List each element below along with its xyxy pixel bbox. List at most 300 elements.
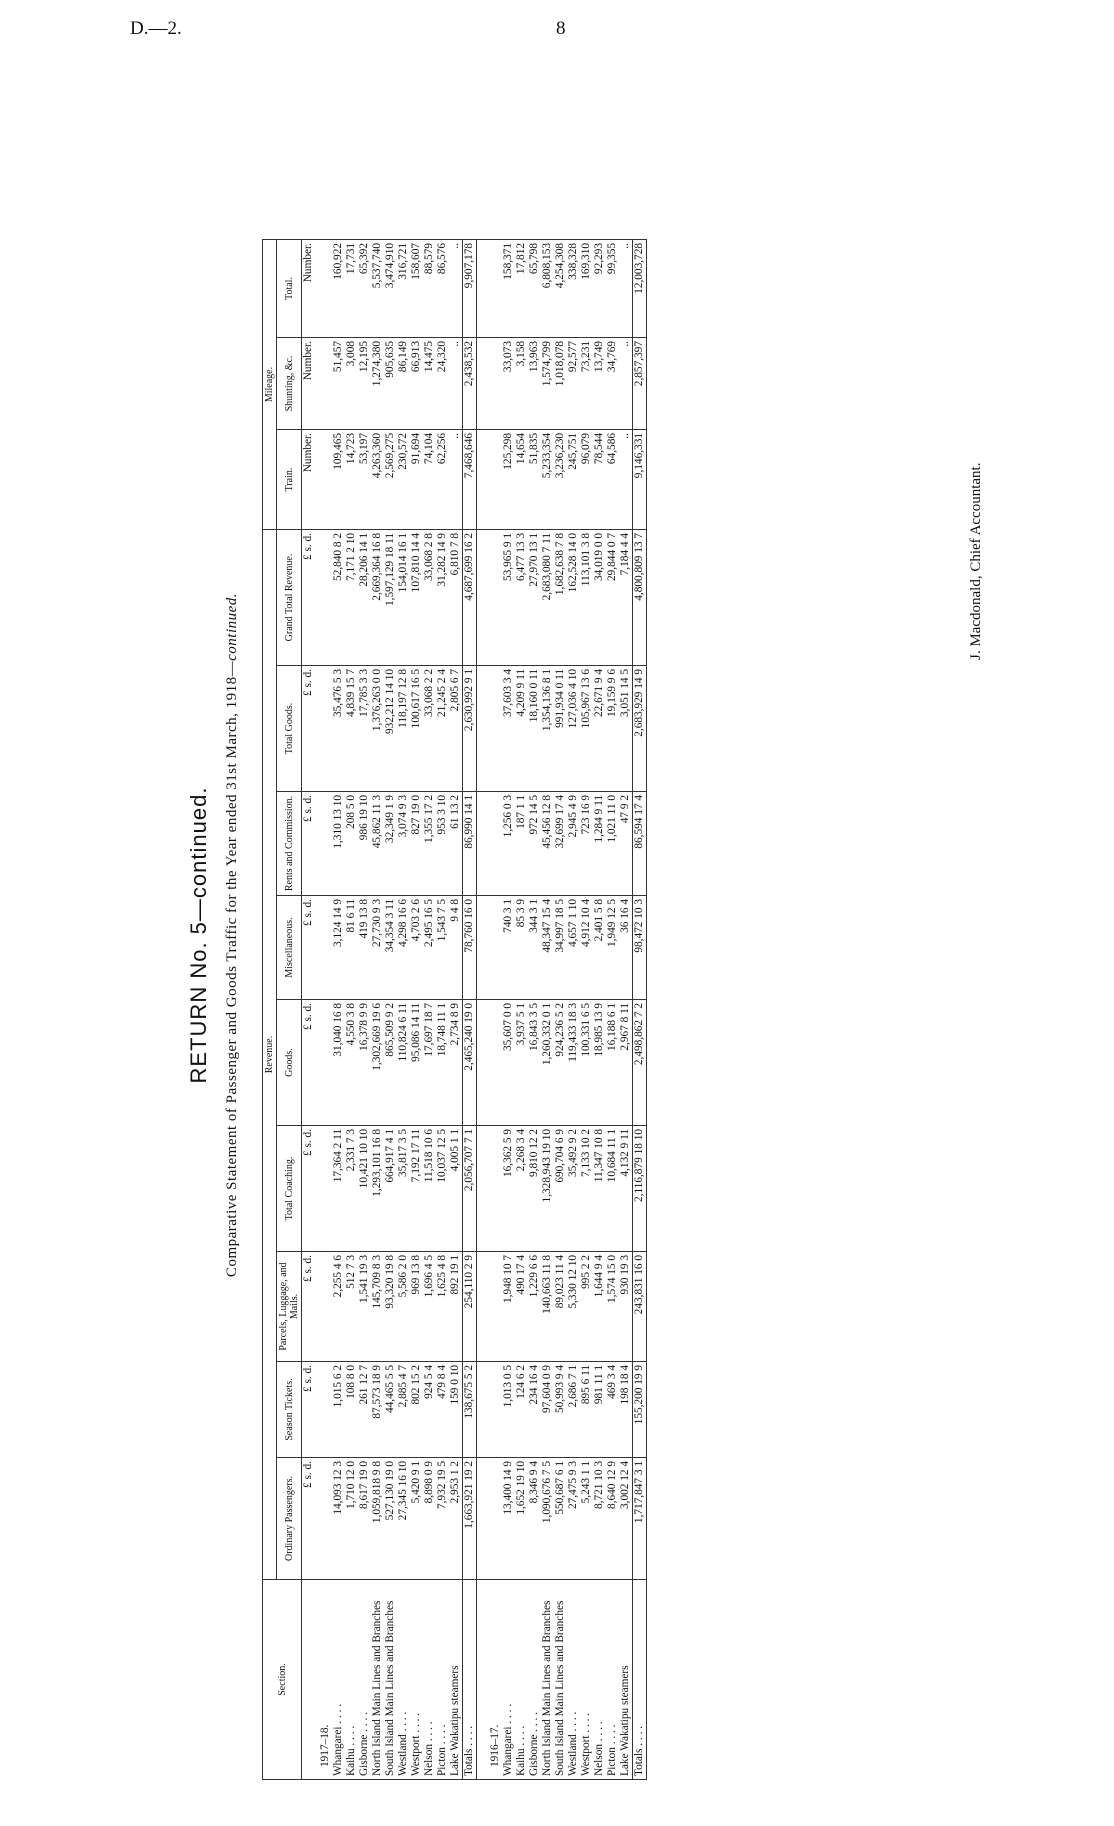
value-cell: 338,328 [567,240,580,338]
total-cell: 86,990 14 1 [463,792,477,896]
empty-cell [477,1580,486,1780]
value-cell: 895 6 11 [580,1362,593,1458]
value-cell: 1,015 6 2 [332,1362,345,1458]
empty-cell [477,1000,486,1126]
value-cell: 230,572 [397,430,410,530]
value-cell: 3,236,230 [554,430,567,530]
value-cell: 11,518 10 6 [423,1126,436,1252]
value-cell: 2,967 8 11 [619,1000,633,1126]
revenue-header: Revenue. [263,530,277,1580]
unit-cell: £ s. d. [302,792,316,896]
value-cell: 3,937 5 1 [515,1000,528,1126]
total-cell: 9,907,178 [463,240,477,338]
column-header: Total. [277,240,302,338]
value-cell: 1,328,943 19 10 [541,1126,554,1252]
value-cell: 91,694 [410,430,423,530]
table-row [606,240,619,1780]
spacer-row [477,240,486,1780]
empty-cell [485,430,502,530]
value-cell: 81 6 11 [345,896,358,1000]
column-header: Miscellaneous. [277,896,302,1000]
value-cell: 119,433 18 3 [567,1000,580,1126]
value-cell: 969 13 8 [410,1252,423,1362]
value-cell: 3,051 14 5 [619,666,633,792]
value-cell: 17,785 3 3 [358,666,371,792]
value-cell: 10,037 12 5 [436,1126,449,1252]
value-cell: 5,243 1 1 [580,1458,593,1580]
value-cell: 344 3 1 [528,896,541,1000]
value-cell: 17,697 18 7 [423,1000,436,1126]
empty-cell [315,1000,332,1126]
table-row [502,240,515,1780]
value-cell: .. [619,338,633,430]
value-cell: 479 8 4 [436,1362,449,1458]
empty-cell [485,338,502,430]
value-cell: 972 14 5 [528,792,541,896]
value-cell: 27,345 16 10 [397,1458,410,1580]
table-row [397,240,410,1780]
value-cell: 7,184 4 4 [619,530,633,666]
value-cell: 22,671 9 4 [593,666,606,792]
value-cell: 1,625 4 8 [436,1252,449,1362]
total-cell: 86,594 17 4 [633,792,647,896]
value-cell: 7,171 2 10 [345,530,358,666]
value-cell: 664,917 4 1 [384,1126,397,1252]
value-cell: 198 18 4 [619,1362,633,1458]
value-cell: 930 19 3 [619,1252,633,1362]
value-cell: 37,603 3 4 [502,666,515,792]
value-cell: 1,302,669 19 6 [371,1000,384,1126]
totals-label: Totals . . . . [633,1580,647,1780]
value-cell: 105,967 13 6 [580,666,593,792]
empty-cell [315,338,332,430]
value-cell: 16,188 6 1 [606,1000,619,1126]
value-cell: 2,495 16 5 [423,896,436,1000]
value-cell: 924 5 4 [423,1362,436,1458]
value-cell: 97,604 0 9 [541,1362,554,1458]
value-cell: 169,310 [580,240,593,338]
value-cell: 4,209 9 11 [515,666,528,792]
section-name: Nelson . . . . [423,1580,436,1780]
total-cell: 9,146,331 [633,430,647,530]
period-label: 1917–18. [315,1580,332,1780]
value-cell: 160,922 [332,240,345,338]
value-cell: 905,635 [384,338,397,430]
empty-cell [485,666,502,792]
value-cell: 27,475 9 3 [567,1458,580,1580]
value-cell: 7,932 19 5 [436,1458,449,1580]
value-cell: 3,474,910 [384,240,397,338]
value-cell: 4,839 15 7 [345,666,358,792]
column-header: Total Coaching. [277,1126,302,1252]
unit-cell: £ s. d. [302,1126,316,1252]
section-name: Picton . . . . [606,1580,619,1780]
mileage-header: Mileage. [263,240,277,530]
value-cell: 1,574,799 [541,338,554,430]
value-cell: 36 16 4 [619,896,633,1000]
section-name: Whangarei . . . . [502,1580,515,1780]
value-cell: 740 3 1 [502,896,515,1000]
value-cell: .. [619,240,633,338]
value-cell: 1,376,263 0 0 [371,666,384,792]
total-cell: 138,675 5 2 [463,1362,477,1458]
value-cell: 113,101 3 8 [580,530,593,666]
value-cell: 154,014 16 1 [397,530,410,666]
value-cell: 1,090,676 7 5 [541,1458,554,1580]
value-cell: 35,492 9 2 [567,1126,580,1252]
section-name: Westport . . . . [580,1580,593,1780]
value-cell: 145,709 8 3 [371,1252,384,1362]
value-cell: 2,686 7 1 [567,1362,580,1458]
value-cell: 100,331 6 5 [580,1000,593,1126]
section-name: Picton . . . . [436,1580,449,1780]
section-name: Kaihu . . . . [345,1580,358,1780]
value-cell: 12,195 [358,338,371,430]
value-cell: 1,574 15 0 [606,1252,619,1362]
value-cell: 550,687 6 1 [554,1458,567,1580]
value-cell: 73,231 [580,338,593,430]
value-cell: 490 17 4 [515,1252,528,1362]
value-cell: 8,721 10 3 [593,1458,606,1580]
value-cell: 8,346 9 4 [528,1458,541,1580]
period-row [315,240,332,1780]
value-cell: 5,537,740 [371,240,384,338]
value-cell: 159 0 10 [449,1362,463,1458]
value-cell: 48,347 15 4 [541,896,554,1000]
value-cell: .. [619,430,633,530]
value-cell: 1,260,332 0 1 [541,1000,554,1126]
value-cell: 4,005 1 1 [449,1126,463,1252]
value-cell: 89,023 11 4 [554,1252,567,1362]
value-cell: 245,751 [567,430,580,530]
empty-cell [485,1000,502,1126]
total-cell: 1,663,921 19 2 [463,1458,477,1580]
value-cell: .. [449,338,463,430]
unit-cell: £ s. d. [302,896,316,1000]
value-cell: 127,036 4 10 [567,666,580,792]
total-cell: 7,468,646 [463,430,477,530]
empty-cell [485,896,502,1000]
value-cell: 93,320 19 8 [384,1252,397,1362]
section-header: Section. [263,1580,302,1780]
value-cell: 124 6 2 [515,1362,528,1458]
section-name: Westport . . . . [410,1580,423,1780]
value-cell: 29,844 0 7 [606,530,619,666]
value-cell: 13,749 [593,338,606,430]
value-cell: 2,805 6 7 [449,666,463,792]
value-cell: 4,298 16 6 [397,896,410,1000]
section-name: Whangarei . . . . [332,1580,345,1780]
value-cell: 953 3 10 [436,792,449,896]
value-cell: 1,059,818 9 8 [371,1458,384,1580]
value-cell: 981 11 1 [593,1362,606,1458]
total-cell: 2,498,862 7 2 [633,1000,647,1126]
value-cell: 827 19 0 [410,792,423,896]
value-cell: 1,949 12 5 [606,896,619,1000]
value-cell: 45,862 11 3 [371,792,384,896]
value-cell: 31,040 16 8 [332,1000,345,1126]
value-cell: 92,293 [593,240,606,338]
table-row [358,240,371,1780]
rotated-page [100,60,1114,1810]
empty-cell [485,240,502,338]
value-cell: 2,255 4 6 [332,1252,345,1362]
total-cell: 4,687,699 16 2 [463,530,477,666]
value-cell: 162,528 14 0 [567,530,580,666]
section-name: North Island Main Lines and Branches [541,1580,554,1780]
value-cell: 419 13 8 [358,896,371,1000]
page-reference: D.—2. [130,18,182,39]
value-cell: 7,133 10 2 [580,1126,593,1252]
value-cell: 10,421 10 10 [358,1126,371,1252]
value-cell: 64,586 [606,430,619,530]
value-cell: 45,456 12 8 [541,792,554,896]
value-cell: 723 16 9 [580,792,593,896]
value-cell: 1,274,380 [371,338,384,430]
period-label: 1916–17. [485,1580,502,1780]
value-cell: 208 5 0 [345,792,358,896]
value-cell: 9 4 8 [449,896,463,1000]
value-cell: 1,018,078 [554,338,567,430]
section-name: Nelson . . . . [593,1580,606,1780]
value-cell: 2,669,364 16 8 [371,530,384,666]
units-row [302,240,316,1780]
total-cell: 98,472 10 3 [633,896,647,1000]
value-cell: 991,934 0 11 [554,666,567,792]
unit-cell: £ s. d. [302,1362,316,1458]
value-cell: 32,699 17 4 [554,792,567,896]
value-cell: 99,355 [606,240,619,338]
value-cell: 1,644 9 4 [593,1252,606,1362]
totals-row [463,240,477,1780]
value-cell: 5,330 12 10 [567,1252,580,1362]
empty-cell [315,1458,332,1580]
empty-cell [485,1126,502,1252]
value-cell: 932,212 14 10 [384,666,397,792]
value-cell: 78,544 [593,430,606,530]
table-row [410,240,423,1780]
unit-cell: £ s. d. [302,1000,316,1126]
value-cell: 2,953 1 2 [449,1458,463,1580]
value-cell: 512 7 3 [345,1252,358,1362]
value-cell: 2,734 8 9 [449,1000,463,1126]
empty-cell [485,1362,502,1458]
value-cell: 6,810 7 8 [449,530,463,666]
value-cell: 107,810 14 4 [410,530,423,666]
value-cell: 100,617 16 5 [410,666,423,792]
value-cell: 4,263,360 [371,430,384,530]
value-cell: 2,401 5 8 [593,896,606,1000]
value-cell: 140,663 11 8 [541,1252,554,1362]
units-spacer [302,1580,316,1780]
value-cell: 16,843 3 5 [528,1000,541,1126]
value-cell: 1,710 12 0 [345,1458,358,1580]
value-cell: 34,769 [606,338,619,430]
value-cell: 118,197 12 8 [397,666,410,792]
empty-cell [315,1362,332,1458]
empty-cell [315,430,332,530]
value-cell: 1,013 0 5 [502,1362,515,1458]
empty-cell [315,666,332,792]
empty-cell [477,666,486,792]
value-cell: 3,002 12 4 [619,1458,633,1580]
value-cell: 10,684 11 1 [606,1126,619,1252]
page-number: 8 [556,18,566,39]
value-cell: 1,652 19 10 [515,1458,528,1580]
value-cell: 109,465 [332,430,345,530]
column-header: Season Tickets. [277,1362,302,1458]
value-cell: 316,721 [397,240,410,338]
value-cell: 1,355 17 2 [423,792,436,896]
value-cell: 44,465 5 5 [384,1362,397,1458]
subtitle-continued: continued. [224,592,240,661]
value-cell: 2,683,080 7 11 [541,530,554,666]
empty-cell [315,896,332,1000]
value-cell: 14,723 [345,430,358,530]
total-cell: 2,683,929 14 9 [633,666,647,792]
value-cell: .. [449,430,463,530]
period-row [485,240,502,1780]
total-cell: 254,110 2 9 [463,1252,477,1362]
value-cell: .. [449,240,463,338]
empty-cell [485,1252,502,1362]
table-row [449,240,463,1780]
value-cell: 14,093 12 3 [332,1458,345,1580]
table-row [580,240,593,1780]
value-cell: 5,420 9 1 [410,1458,423,1580]
return-title: RETURN No. 5—continued. [186,786,211,1084]
value-cell: 4,657 1 10 [567,896,580,1000]
value-cell: 261 12 7 [358,1362,371,1458]
value-cell: 31,282 14 9 [436,530,449,666]
unit-cell: Number. [302,338,316,430]
value-cell: 33,073 [502,338,515,430]
empty-cell [477,1126,486,1252]
section-name: Gisborne . . . . [358,1580,371,1780]
value-cell: 5,586 2 0 [397,1252,410,1362]
section-name: Lake Wakatipu steamers [619,1580,633,1780]
value-cell: 61 13 2 [449,792,463,896]
empty-cell [485,1458,502,1580]
value-cell: 802 15 2 [410,1362,423,1458]
value-cell: 86,149 [397,338,410,430]
empty-cell [477,530,486,666]
unit-cell: Number. [302,430,316,530]
column-header: Goods. [277,1000,302,1126]
value-cell: 4,132 9 11 [619,1126,633,1252]
value-cell: 1,597,129 18 11 [384,530,397,666]
value-cell: 469 3 4 [606,1362,619,1458]
value-cell: 8,898 0 9 [423,1458,436,1580]
value-cell: 52,840 8 2 [332,530,345,666]
value-cell: 3,074 9 3 [397,792,410,896]
value-cell: 35,476 5 3 [332,666,345,792]
section-name: Lake Wakatipu steamers [449,1580,463,1780]
value-cell: 18,985 13 9 [593,1000,606,1126]
value-cell: 3,008 [345,338,358,430]
value-cell: 18,160 0 11 [528,666,541,792]
column-header: Parcels, Luggage, and Mails. [277,1252,302,1362]
value-cell: 35,607 0 0 [502,1000,515,1126]
value-cell: 62,256 [436,430,449,530]
value-cell: 5,233,354 [541,430,554,530]
table-row [515,240,528,1780]
value-cell: 34,997 18 5 [554,896,567,1000]
value-cell: 11,347 10 8 [593,1126,606,1252]
table-row [345,240,358,1780]
subtitle-main: Comparative Statement of Passenger and Goods Traffic for the Year ended 31st March, 1918— [224,660,240,1278]
empty-cell [315,530,332,666]
empty-cell [477,1252,486,1362]
value-cell: 53,197 [358,430,371,530]
total-cell: 1,717,847 3 1 [633,1458,647,1580]
total-cell: 2,056,707 7 1 [463,1126,477,1252]
value-cell: 18,748 11 1 [436,1000,449,1126]
value-cell: 1,696 4 5 [423,1252,436,1362]
section-name: South Island Main Lines and Branches [384,1580,397,1780]
total-cell: 2,116,879 18 10 [633,1126,647,1252]
empty-cell [315,240,332,338]
total-cell: 4,800,809 13 7 [633,530,647,666]
value-cell: 3,158 [515,338,528,430]
value-cell: 1,310 13 10 [332,792,345,896]
value-cell: 9,810 12 2 [528,1126,541,1252]
value-cell: 95,086 14 11 [410,1000,423,1126]
unit-cell: £ s. d. [302,666,316,792]
unit-cell: Number. [302,240,316,338]
value-cell: 986 19 10 [358,792,371,896]
value-cell: 35,817 3 5 [397,1126,410,1252]
value-cell: 892 19 1 [449,1252,463,1362]
value-cell: 16,362 5 9 [502,1126,515,1252]
value-cell: 24,320 [436,338,449,430]
value-cell: 108 8 0 [345,1362,358,1458]
value-cell: 1,293,101 16 8 [371,1126,384,1252]
traffic-table [262,239,647,1780]
value-cell: 527,130 19 0 [384,1458,397,1580]
table-row [423,240,436,1780]
column-header: Shunting, &c. [277,338,302,430]
empty-cell [315,1126,332,1252]
value-cell: 86,576 [436,240,449,338]
value-cell: 17,731 [345,240,358,338]
value-cell: 2,569,275 [384,430,397,530]
value-cell: 92,577 [567,338,580,430]
table-row [528,240,541,1780]
value-cell: 33,068 2 8 [423,530,436,666]
total-cell: 155,200 19 9 [633,1362,647,1458]
value-cell: 13,963 [528,338,541,430]
value-cell: 1,021 11 0 [606,792,619,896]
value-cell: 1,682,638 7 8 [554,530,567,666]
value-cell: 51,457 [332,338,345,430]
table-row [619,240,633,1780]
section-name: Westland . . . . [397,1580,410,1780]
value-cell: 4,703 2 6 [410,896,423,1000]
total-cell: 78,760 16 0 [463,896,477,1000]
value-cell: 32,349 1 9 [384,792,397,896]
section-name: Kaihu . . . . [515,1580,528,1780]
table-row [554,240,567,1780]
value-cell: 27,970 13 1 [528,530,541,666]
empty-cell [477,430,486,530]
table-row [593,240,606,1780]
total-cell: 243,831 16 0 [633,1252,647,1362]
value-cell: 85 3 9 [515,896,528,1000]
value-cell: 28,206 14 1 [358,530,371,666]
value-cell: 34,354 3 11 [384,896,397,1000]
table-row [371,240,384,1780]
